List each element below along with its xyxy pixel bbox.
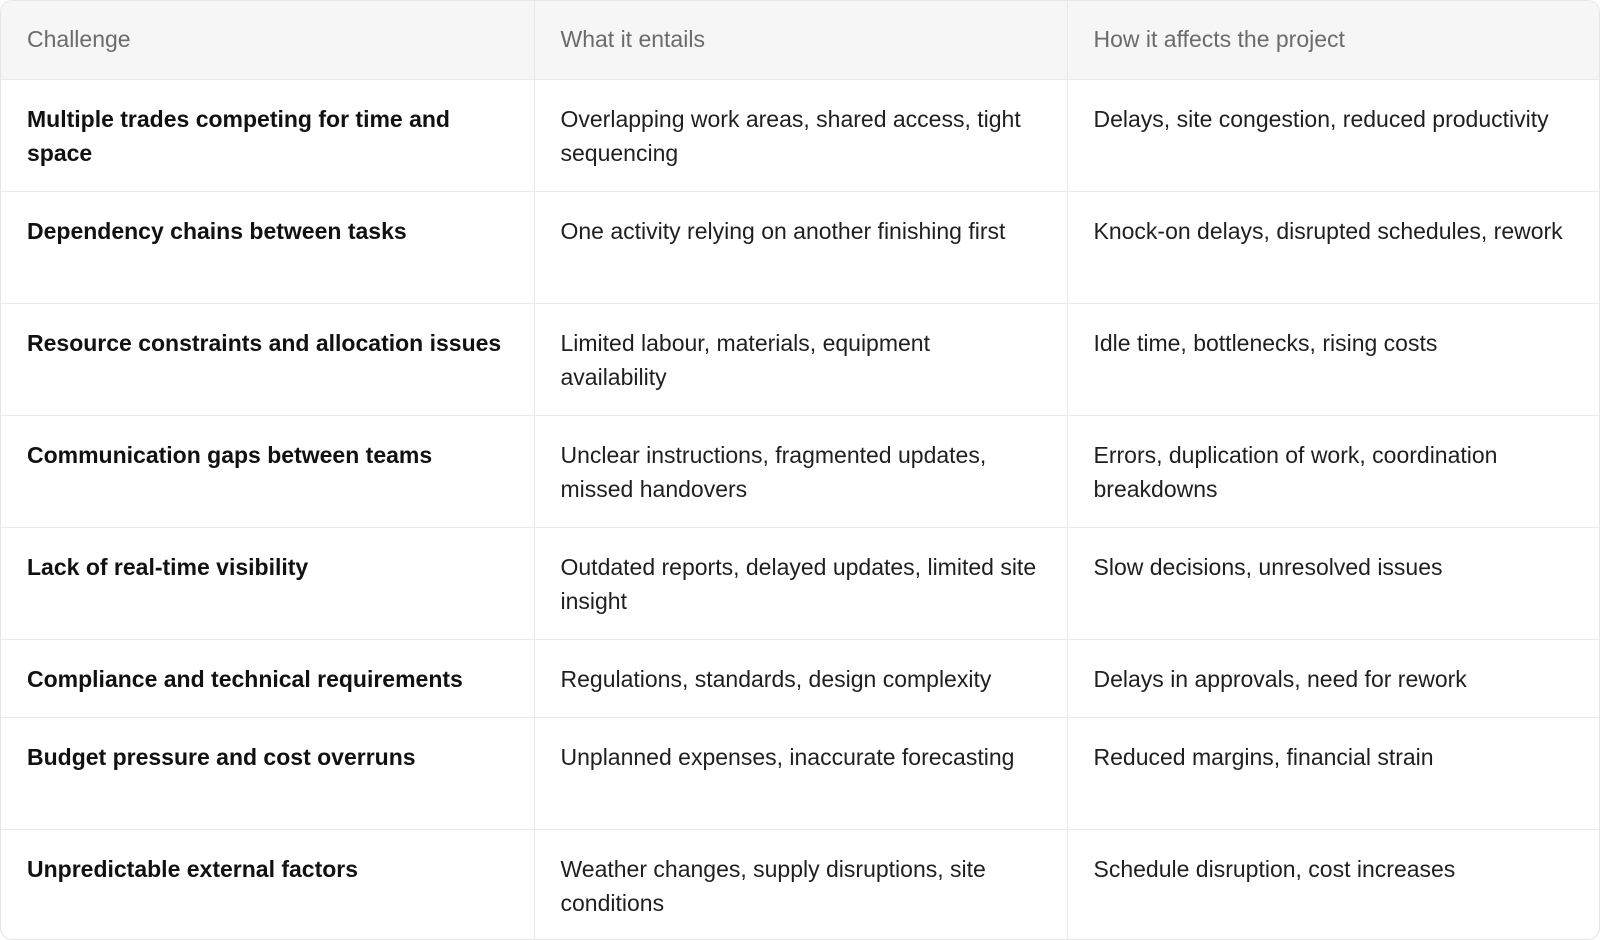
cell-effect: Reduced margins, financial strain [1067,717,1599,829]
cell-effect: Errors, duplication of work, coordination breakdowns [1067,415,1599,527]
cell-entails: Unclear instructions, fragmented updates, missed handovers [534,415,1067,527]
table-row [1,829,1599,940]
challenges-table [1,1,1599,940]
cell-challenge: Lack of real-time visibility [1,527,534,639]
cell-entails: Weather changes, supply disruptions, site conditions [534,829,1067,940]
table-row [1,79,1599,191]
header-what-it-entails: What it entails [534,1,1067,79]
cell-effect: Schedule disruption, cost increases [1067,829,1599,940]
table-header [1,1,1599,79]
cell-challenge: Multiple trades competing for time and space [1,79,534,191]
table-row [1,717,1599,829]
table-row [1,527,1599,639]
cell-effect: Delays, site congestion, reduced productivity [1067,79,1599,191]
cell-entails: Unplanned expenses, inaccurate forecasting [534,717,1067,829]
cell-entails: One activity relying on another finishing first [534,191,1067,303]
cell-effect: Slow decisions, unresolved issues [1067,527,1599,639]
cell-challenge: Compliance and technical requirements [1,639,534,717]
table-row [1,303,1599,415]
cell-effect: Delays in approvals, need for rework [1067,639,1599,717]
cell-challenge: Communication gaps between teams [1,415,534,527]
cell-challenge: Unpredictable external factors [1,829,534,940]
cell-entails: Overlapping work areas, shared access, tight sequencing [534,79,1067,191]
cell-entails: Limited labour, materials, equipment availability [534,303,1067,415]
cell-entails: Outdated reports, delayed updates, limited site insight [534,527,1067,639]
cell-challenge: Dependency chains between tasks [1,191,534,303]
cell-challenge: Budget pressure and cost overruns [1,717,534,829]
header-row [1,1,1599,79]
table-row [1,191,1599,303]
table-row [1,639,1599,717]
cell-effect: Idle time, bottlenecks, rising costs [1067,303,1599,415]
cell-effect: Knock-on delays, disrupted schedules, rework [1067,191,1599,303]
cell-entails: Regulations, standards, design complexity [534,639,1067,717]
table-body [1,79,1599,940]
table-row [1,415,1599,527]
cell-challenge: Resource constraints and allocation issues [1,303,534,415]
header-project-impact: How it affects the project [1067,1,1599,79]
header-challenge: Challenge [27,26,131,53]
